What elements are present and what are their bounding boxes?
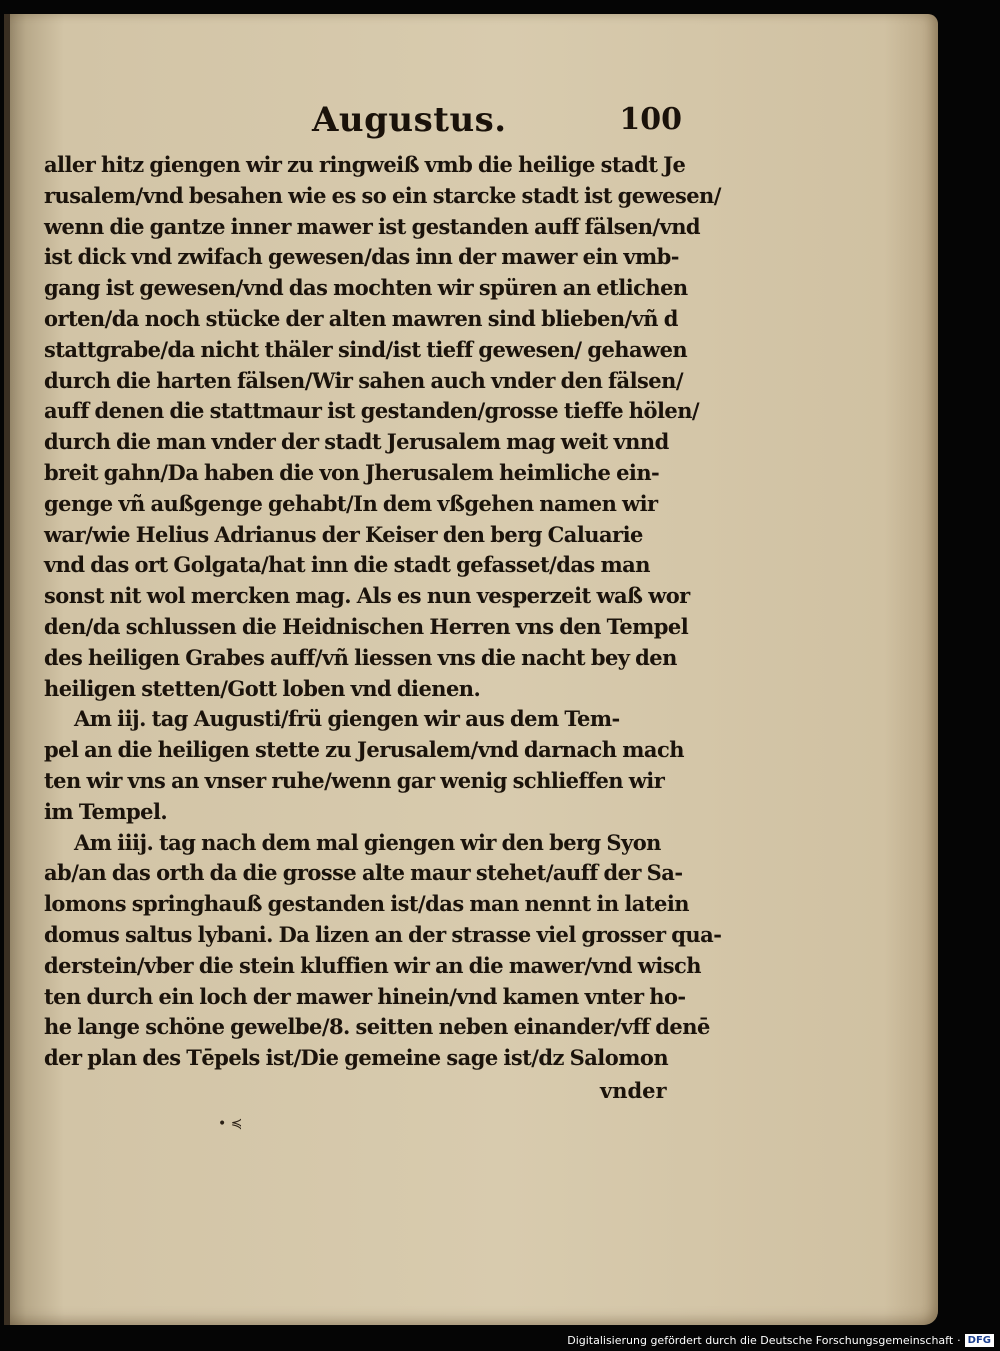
text-line: he lange schöne gewelbe/8. seitten neben einander/vff denē xyxy=(44,1014,710,1040)
text-line: orten/da noch stücke der alten mawren sind blieben/vñ d xyxy=(44,305,678,331)
text-line: aller hitz giengen wir zu ringweiß vmb die heilige stadt Je xyxy=(44,152,686,177)
text-line: lomons springhauß gestanden ist/das man nennt in latein xyxy=(44,891,689,917)
text-line: des heiligen Grabes auff/vñ liessen vns die nacht bey den xyxy=(44,644,677,670)
footer-text: Digitalisierung gefördert durch die Deutsche Forschungsgemeinschaft xyxy=(567,1334,954,1347)
text-line: ten durch ein loch der mawer hinein/vnd kamen vnter ho- xyxy=(44,983,686,1009)
text-line: durch die harten fälsen/Wir sahen auch vnder den fälsen/ xyxy=(44,367,683,393)
text-line: pel an die heiligen stette zu Jerusalem/vnd darnach mach xyxy=(44,737,684,763)
catchword: vnder xyxy=(600,1078,667,1103)
text-block xyxy=(44,150,722,1074)
text-line: breit gahn/Da haben die von Jherusalem heimliche ein- xyxy=(44,459,660,485)
text-line: derstein/vber die stein kluffien wir an die mawer/vnd wisch xyxy=(44,952,701,978)
dfg-logo-icon[interactable]: DFG xyxy=(965,1334,994,1347)
text-line: genge vñ außgenge gehabt/In dem vßgehen namen wir xyxy=(44,490,658,516)
text-line: rusalem/vnd besahen wie es so ein starcke stadt ist gewesen/ xyxy=(44,182,721,208)
running-title: Augustus. xyxy=(312,100,507,140)
text-line: vnd das ort Golgata/hat inn die stadt gefasset/das man xyxy=(44,552,650,578)
text-line: stattgrabe/da nicht thäler sind/ist tieff gewesen/ gehawen xyxy=(44,336,688,362)
page-header xyxy=(312,100,682,150)
text-line: im Tempel. xyxy=(44,798,168,824)
text-line: war/wie Helius Adrianus der Keiser den berg Caluarie xyxy=(44,521,643,547)
printer-marks: • ≼ xyxy=(218,1116,243,1132)
folio-number: 100 xyxy=(619,102,682,137)
text-line: ten wir vns an vnser ruhe/wenn gar wenig schlieffen wir xyxy=(44,767,665,793)
footer-credit xyxy=(567,1334,994,1347)
page-gutter xyxy=(4,14,10,1325)
text-line: domus saltus lybani. Da lizen an der strasse viel grosser qua- xyxy=(44,921,722,947)
text-line: sonst nit wol mercken mag. Als es nun vesperzeit waß wor xyxy=(44,583,690,609)
text-line: durch die man vnder der stadt Jerusalem mag weit vnnd xyxy=(44,429,669,455)
text-line: heiligen stetten/Gott loben vnd dienen. xyxy=(44,675,481,701)
text-line: gang ist gewesen/vnd das mochten wir spüren an etlichen xyxy=(44,275,688,301)
separator-dot: · xyxy=(957,1334,961,1347)
text-line: wenn die gantze inner mawer ist gestanden auff fälsen/vnd xyxy=(44,213,701,239)
text-line: Am iiij. tag nach dem mal giengen wir den berg Syon xyxy=(74,829,661,855)
text-line: ist dick vnd zwifach gewesen/das inn der mawer ein vmb- xyxy=(44,244,679,270)
text-line: auff denen die stattmaur ist gestanden/grosse tieffe hölen/ xyxy=(44,398,700,424)
text-line: ab/an das orth da die grosse alte maur stehet/auff der Sa- xyxy=(44,860,683,886)
text-line: den/da schlussen die Heidnischen Herren vns den Tempel xyxy=(44,613,689,639)
text-line: Am iij. tag Augusti/frü giengen wir aus dem Tem- xyxy=(74,706,620,732)
text-line: der plan des Tēpels ist/Die gemeine sage ist/dz Salomon xyxy=(44,1045,669,1071)
